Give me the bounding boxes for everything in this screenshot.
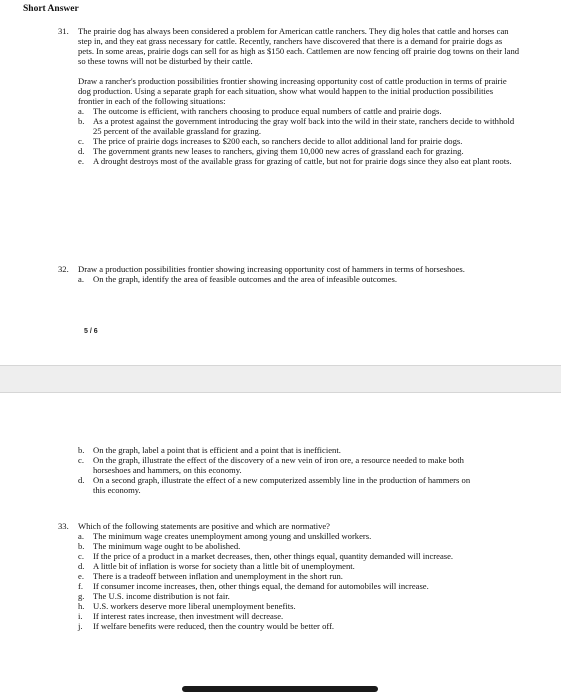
list-item: a. The minimum wage creates unemployment among young and unskilled workers.	[78, 531, 372, 541]
list-item: b. The minimum wage ought to be abolished.	[78, 541, 241, 551]
list-item: g. The U.S. income distribution is not fair.	[78, 591, 230, 601]
question-31-instructions: Draw a rancher's production possibilities frontier showing increasing opportunity cost of cattle production in terms of prairie dog production. Using a separate graph for each situation, show what would happen to the initial production possibilities frontier in each of the following situations:	[78, 76, 507, 106]
list-item: d. A little bit of inflation is worse for society than a little bit of unemployment.	[78, 561, 355, 571]
question-31	[58, 26, 520, 166]
question-32-options-continued	[78, 445, 478, 495]
list-item: d. On a second graph, illustrate the effect of a new computerized assembly line in the production of hammers on this economy.	[78, 475, 471, 495]
list-item: b. On the graph, label a point that is efficient and a point that is inefficient.	[78, 445, 341, 455]
question-32-text: Draw a production possibilities frontier showing increasing opportunity cost of hammers in terms of horseshoes.	[78, 264, 465, 274]
horizontal-scrollbar[interactable]	[182, 686, 378, 692]
question-number: 31.	[58, 26, 69, 36]
question-32-continued	[78, 445, 478, 495]
question-32	[58, 264, 520, 284]
question-number: 32.	[58, 264, 69, 274]
question-33-text: Which of the following statements are positive and which are normative?	[78, 521, 331, 531]
page-number: 5 / 6	[84, 328, 98, 335]
list-item: a. On the graph, identify the area of feasible outcomes and the area of infeasible outcomes.	[78, 274, 398, 284]
question-32-options	[78, 274, 520, 284]
list-item: b. As a protest against the government introducing the gray wolf back into the wild in their state, ranchers decide to withhold 25 percent of the available grassland for grazing.	[78, 116, 515, 136]
document-page-6	[0, 393, 561, 700]
page-separator	[0, 365, 561, 393]
list-item: j. If welfare benefits were reduced, then the country would be better off.	[78, 621, 335, 631]
list-item: h. U.S. workers deserve more liberal unemployment benefits.	[78, 601, 296, 611]
question-33	[58, 521, 498, 631]
list-item: c. The price of prairie dogs increases to $200 each, so ranchers decide to allot additional land for prairie dogs.	[78, 136, 463, 146]
question-number: 33.	[58, 521, 69, 531]
question-31-scenario: The prairie dog has always been considered a problem for American cattle ranchers. They dig holes that cattle and horses can step in, and they eat grass necessary for cattle. Recently, ranchers have discovered that there is a demand for prairie dogs as pets. In some areas, prairie dogs can sell for as high as $150 each. Cattlemen are now fencing off prairie dog towns on their land so these towns will not be disturbed by their cattle.	[78, 26, 520, 66]
list-item: f. If consumer income increases, then, other things equal, the demand for automobiles will increase.	[78, 581, 429, 591]
list-item: c. On the graph, illustrate the effect of the discovery of a new vein of iron ore, a resource needed to make both horseshoes and hammers, on this economy.	[78, 455, 464, 475]
question-31-options	[78, 106, 520, 166]
list-item: e. A drought destroys most of the available grass for grazing of cattle, but not for prairie dogs since they also eat plant roots.	[78, 156, 512, 166]
list-item: e. There is a tradeoff between inflation and unemployment in the short run.	[78, 571, 343, 581]
section-heading: Short Answer	[23, 4, 79, 14]
list-item: i. If interest rates increase, then investment will decrease.	[78, 611, 284, 621]
question-33-options	[78, 531, 498, 631]
list-item: d. The government grants new leases to ranchers, giving them 10,000 new acres of grassland each for grazing.	[78, 146, 464, 156]
list-item: c. If the price of a product in a market decreases, then, other things equal, quantity demanded will increase.	[78, 551, 454, 561]
list-item: a. The outcome is efficient, with ranchers choosing to produce equal numbers of cattle and prairie dogs.	[78, 106, 442, 116]
